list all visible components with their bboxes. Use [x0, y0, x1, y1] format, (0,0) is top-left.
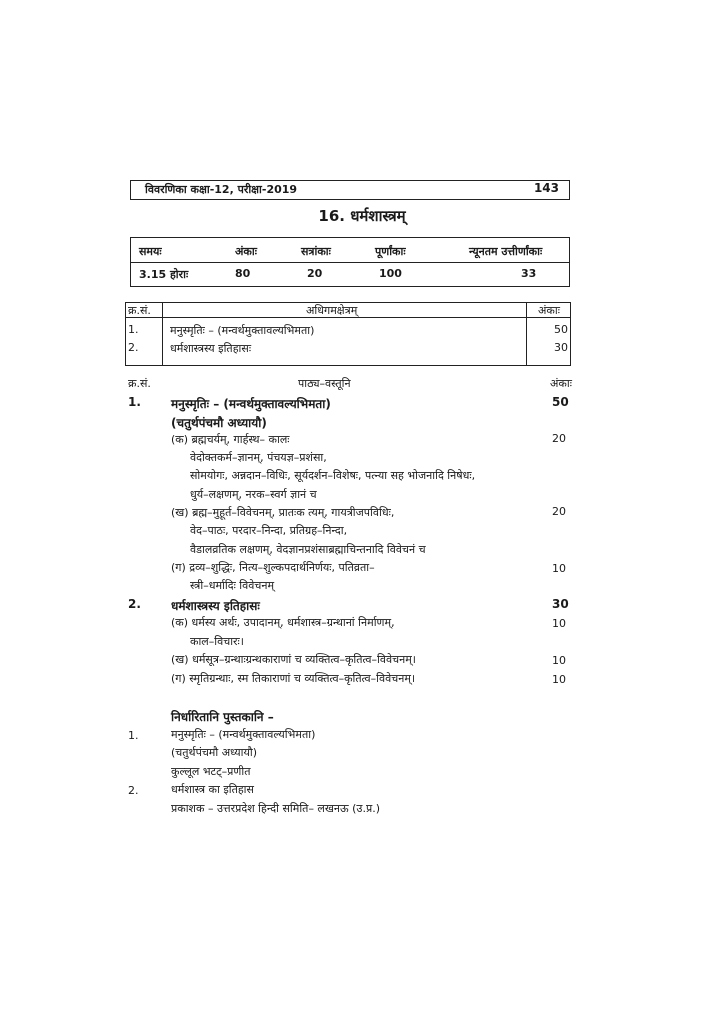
item-line: (ग) स्मृतिग्रन्थाः, स्म तिकाराणां च व्यक्तित्व–कृतित्व–विवेचनम्। — [171, 672, 416, 685]
item-marks: 10 — [552, 673, 566, 686]
syllabus-header-marks: अंकाः — [538, 304, 560, 317]
item-line: वेद–पाठः, परदार–निन्दा, प्रतिग्रह–निन्दा, — [190, 524, 348, 537]
item-line: वेदोक्तकर्म–ज्ञानम्, पंचयज्ञ–प्रशंसा, — [190, 451, 327, 464]
item-line: सोमयोगः, अन्नदान–विधिः, सूर्यदर्शन–विशेषः, पत्न्या सह भोजनादि निषेधः, — [190, 469, 476, 482]
book-num: 1. — [128, 729, 139, 742]
marks-header-session: सत्रांकाः — [301, 245, 331, 258]
book-line: मनुस्मृतिः – (मन्वर्थमुक्तावल्यभिमता) — [171, 728, 316, 741]
marks-header-pass: न्यूनतम उत्तीर्णांकाः — [469, 245, 543, 258]
page-title: 16. धर्मशास्त्रम् — [318, 207, 406, 225]
syllabus-header-area: अधिगमक्षेत्रम् — [306, 304, 358, 317]
page-header — [130, 180, 570, 200]
item-line: (ख) धर्मसूत्र–ग्रन्थाःग्रन्थकाराणां च व्यक्तित्व–कृतित्व–विवेचनम्। — [171, 653, 416, 666]
marks-value-total: 100 — [379, 267, 402, 280]
marks-header-time: समयः — [139, 245, 162, 258]
section-marks: 50 — [552, 395, 569, 409]
syllabus-row-num: 1. — [128, 323, 139, 336]
marks-value-session: 20 — [307, 267, 323, 280]
section-marks: 30 — [552, 597, 569, 611]
item-line: (क) धर्मस्य अर्थः, उपादानम्, धर्मशास्त्र–ग्रन्थानां निर्माणम्, — [171, 616, 395, 629]
section-title: धर्मशास्त्रस्य इतिहासः — [171, 599, 260, 613]
marks-header-marks: अंकाः — [235, 245, 257, 258]
item-line: धुर्य–लक्षणम्, नरक–स्वर्ग ज्ञानं च — [190, 488, 317, 501]
section-subtitle: (चतुर्थपंचमौ अध्यायौ) — [171, 416, 267, 430]
syllabus-row-text: मनुस्मृतिः – (मन्वर्थमुक्तावल्यभिमता) — [170, 324, 315, 337]
syllabus-row-marks: 50 — [554, 323, 568, 336]
item-line: (क) ब्रह्मचर्यम्, गार्हस्थ– कालः — [171, 433, 290, 446]
page-number: 143 — [533, 181, 559, 195]
syllabus-table — [125, 302, 571, 366]
books-title: निर्धारितानि पुस्तकानि – — [171, 710, 274, 724]
syllabus-header-num: क्र.सं. — [128, 304, 151, 317]
item-marks: 10 — [552, 617, 566, 630]
item-line: स्त्री–धर्मादिः विवेचनम् — [190, 579, 275, 592]
marks-table — [130, 237, 570, 287]
item-marks: 10 — [552, 562, 566, 575]
item-line: (ग) द्रव्य–शुद्धिः, नित्य–शुल्कपदार्थनिर्णयः, पतिव्रता– — [171, 561, 375, 574]
marks-value-pass: 33 — [521, 267, 537, 280]
section-num: 2. — [128, 597, 141, 611]
book-line: (चतुर्थपंचमौ अध्यायौ) — [171, 746, 258, 759]
content-header-marks: अंकाः — [550, 377, 572, 390]
header-title: विवरणिका कक्षा-12, परीक्षा-2019 — [145, 183, 298, 196]
syllabus-row-num: 2. — [128, 341, 139, 354]
item-line: काल–विचारः। — [190, 635, 244, 648]
item-marks: 10 — [552, 654, 566, 667]
item-marks: 20 — [552, 505, 566, 518]
marks-header-total: पूर्णांकाः — [375, 245, 406, 258]
item-line: (ख) ब्रह्म–मुहूर्त–विवेचनम्, प्रातःक त्यम्, गायत्रीजपविधिः, — [171, 506, 395, 519]
book-line: कुल्लूल भटट्–प्रणीत — [171, 765, 251, 778]
section-title: मनुस्मृतिः – (मन्वर्थमुक्तावल्यभिमता) — [171, 397, 331, 411]
content-header-title: पाठ्य–वस्तूनि — [298, 377, 351, 390]
book-num: 2. — [128, 784, 139, 797]
marks-value-marks: 80 — [235, 267, 251, 280]
syllabus-row-text: धर्मशास्त्रस्य इतिहासः — [170, 342, 252, 355]
item-marks: 20 — [552, 432, 566, 445]
syllabus-row-marks: 30 — [554, 341, 568, 354]
section-num: 1. — [128, 395, 141, 409]
book-line: धर्मशास्त्र का इतिहास — [171, 783, 254, 796]
syllabus-col-divider-2 — [526, 303, 527, 365]
book-line: प्रकाशक – उत्तरप्रदेश हिन्दी समिति– लखनऊ (उ.प्र.) — [171, 802, 380, 815]
syllabus-col-divider-1 — [162, 303, 163, 365]
marks-value-time: 3.15 होराः — [139, 268, 189, 281]
item-line: वैडालव्रतिक लक्षणम्, वेदज्ञानप्रशंसाब्रह्माचिन्तनादि विवेचनं च — [190, 543, 426, 556]
content-header-num: क्र.सं. — [128, 377, 151, 390]
marks-table-divider — [131, 262, 569, 263]
